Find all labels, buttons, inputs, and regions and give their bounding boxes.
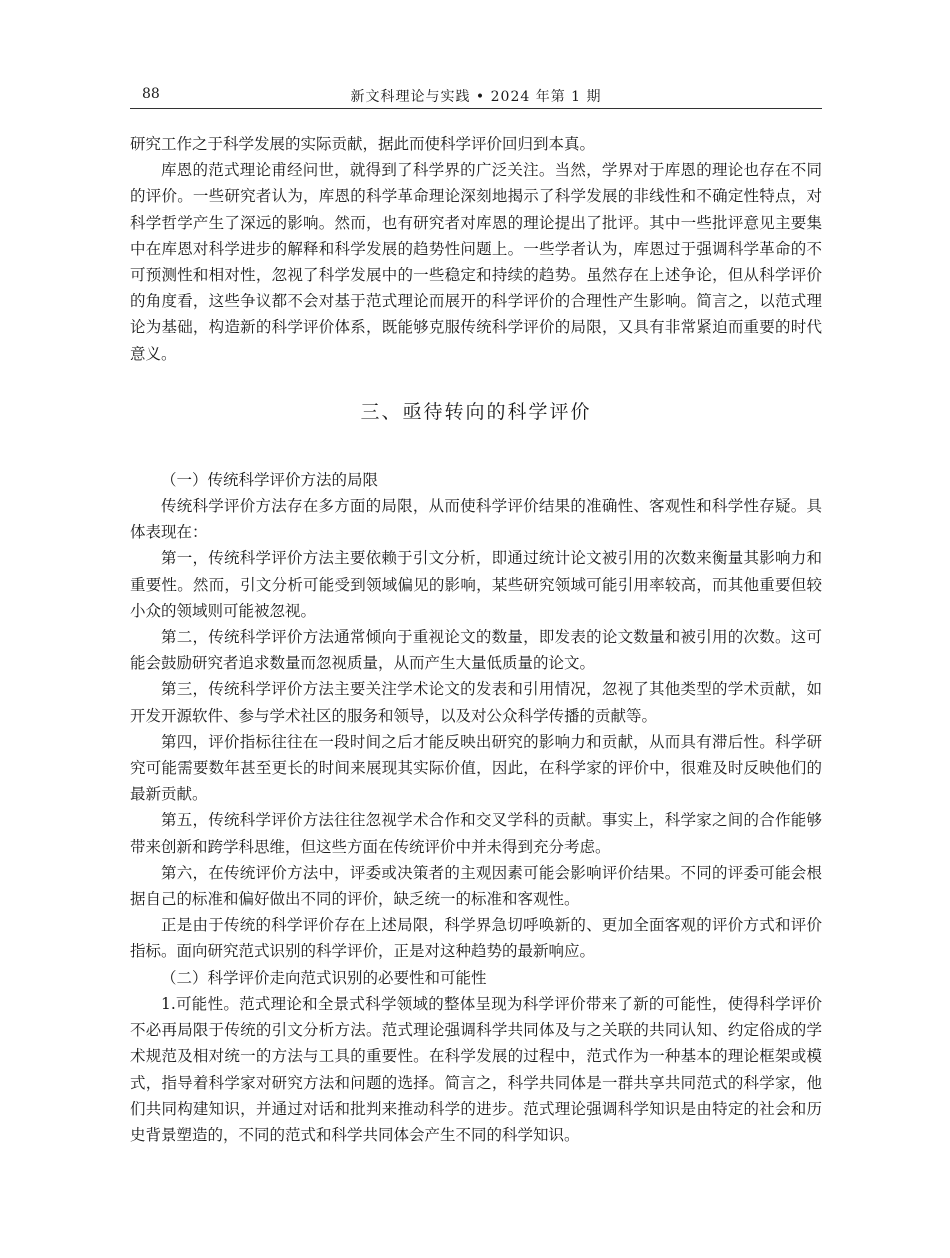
running-header [130, 86, 822, 109]
journal-title: 新文科理论与实践 • 2024 年第 1 期 [350, 89, 602, 105]
paragraph-third: 第三，传统科学评价方法主要关注学术论文的发表和引用情况，忽视了其他类型的学术贡献，如开发开源软件、参与学术社区的服务和领导，以及对公众科学传播的贡献等。 [130, 680, 822, 725]
paragraph-fourth: 第四，评价指标往往在一段时间之后才能反映出研究的影响力和贡献，从而具有滞后性。科学研究可能需要数年甚至更长的时间来展现其实际价值，因此，在科学家的评价中，很难及时反映他们的最新贡献。 [130, 732, 822, 804]
subheading-necessity: （二）科学评价走向范式识别的必要性和可能性 [161, 968, 487, 987]
paragraph-limitations-intro: 传统科学评价方法存在多方面的局限，从而使科学评价结果的准确性、客观性和科学性存疑。具体表现在： [130, 497, 822, 542]
paragraph-possibility: 1.可能性。范式理论和全景式科学领域的整体呈现为科学评价带来了新的可能性，使得科学评价不必再局限于传统的引文分析方法。范式理论强调科学共同体及与之关联的共同认知、约定俗成的学术规范及相对统一的方法与工具的重要性。在科学发展的过程中，范式作为一种基本的理论框架或模式，指导着科学家对研究方法和问题的选择。简言之，科学共同体是一群共享共同范式的科学家，他们共同构建知识，并通过对话和批判来推动科学的进步。范式理论强调科学知识是由特定的社会和历史背景塑造的，不同的范式和科学共同体会产生不同的科学知识。 [130, 994, 822, 1144]
section-title: 三、亟待转向的科学评价 [360, 400, 592, 423]
paragraph-first: 第一，传统科学评价方法主要依赖于引文分析，即通过统计论文被引用的次数来衡量其影响力和重要性。然而，引文分析可能受到领域偏见的影响，某些研究领域可能引用率较高，而其他重要但较小众的领域则可能被忽视。 [130, 549, 822, 620]
paragraph-second: 第二，传统科学评价方法通常倾向于重视论文的数量，即发表的论文数量和被引用的次数。这可能会鼓励研究者追求数量而忽视质量，从而产生大量低质量的论文。 [130, 628, 822, 673]
paragraph-continued: 研究工作之于科学发展的实际贡献，据此而使科学评价回归到本真。 [130, 135, 596, 153]
paragraph-conclusion: 正是由于传统的科学评价存在上述局限，科学界急切呼唤新的、更加全面客观的评价方式和评价指标。面向研究范式识别的科学评价，正是对这种趋势的最新响应。 [130, 916, 822, 961]
paragraph-fifth: 第五，传统科学评价方法往往忽视学术合作和交叉学科的贡献。事实上，科学家之间的合作能够带来创新和跨学科思维，但这些方面在传统评价中并未得到充分考虑。 [130, 811, 822, 856]
paragraph-sixth: 第六，在传统评价方法中，评委或决策者的主观因素可能会影响评价结果。不同的评委可能会根据自己的标准和偏好做出不同的评价，缺乏统一的标准和客观性。 [130, 863, 822, 909]
page-number: 88 [142, 86, 160, 102]
subheading-limitations: （一）传统科学评价方法的局限 [161, 470, 379, 489]
paragraph-kuhn-reception: 库恩的范式理论甫经问世，就得到了科学界的广泛关注。当然，学界对于库恩的理论也存在不同的评价。一些研究者认为，库恩的科学革命理论深刻地揭示了科学发展的非线性和不确定性特点，对科学哲学产生了深远的影响。然而，也有研究者对库恩的理论提出了批评。其中一些批评意见主要集中在库恩对科学进步的解释和科学发展的趋势性问题上。一些学者认为，库恩过于强调科学革命的不可预测性和相对性，忽视了科学发展中的一些稳定和持续的趋势。虽然存在上述争论，但从科学评价的角度看，这些争议都不会对基于范式理论而展开的科学评价的合理性产生影响。简言之，以范式理论为基础，构造新的科学评价体系，既能够克服传统科学评价的局限，又具有非常紧迫而重要的时代意义。 [130, 161, 822, 363]
article-body [130, 131, 822, 1148]
